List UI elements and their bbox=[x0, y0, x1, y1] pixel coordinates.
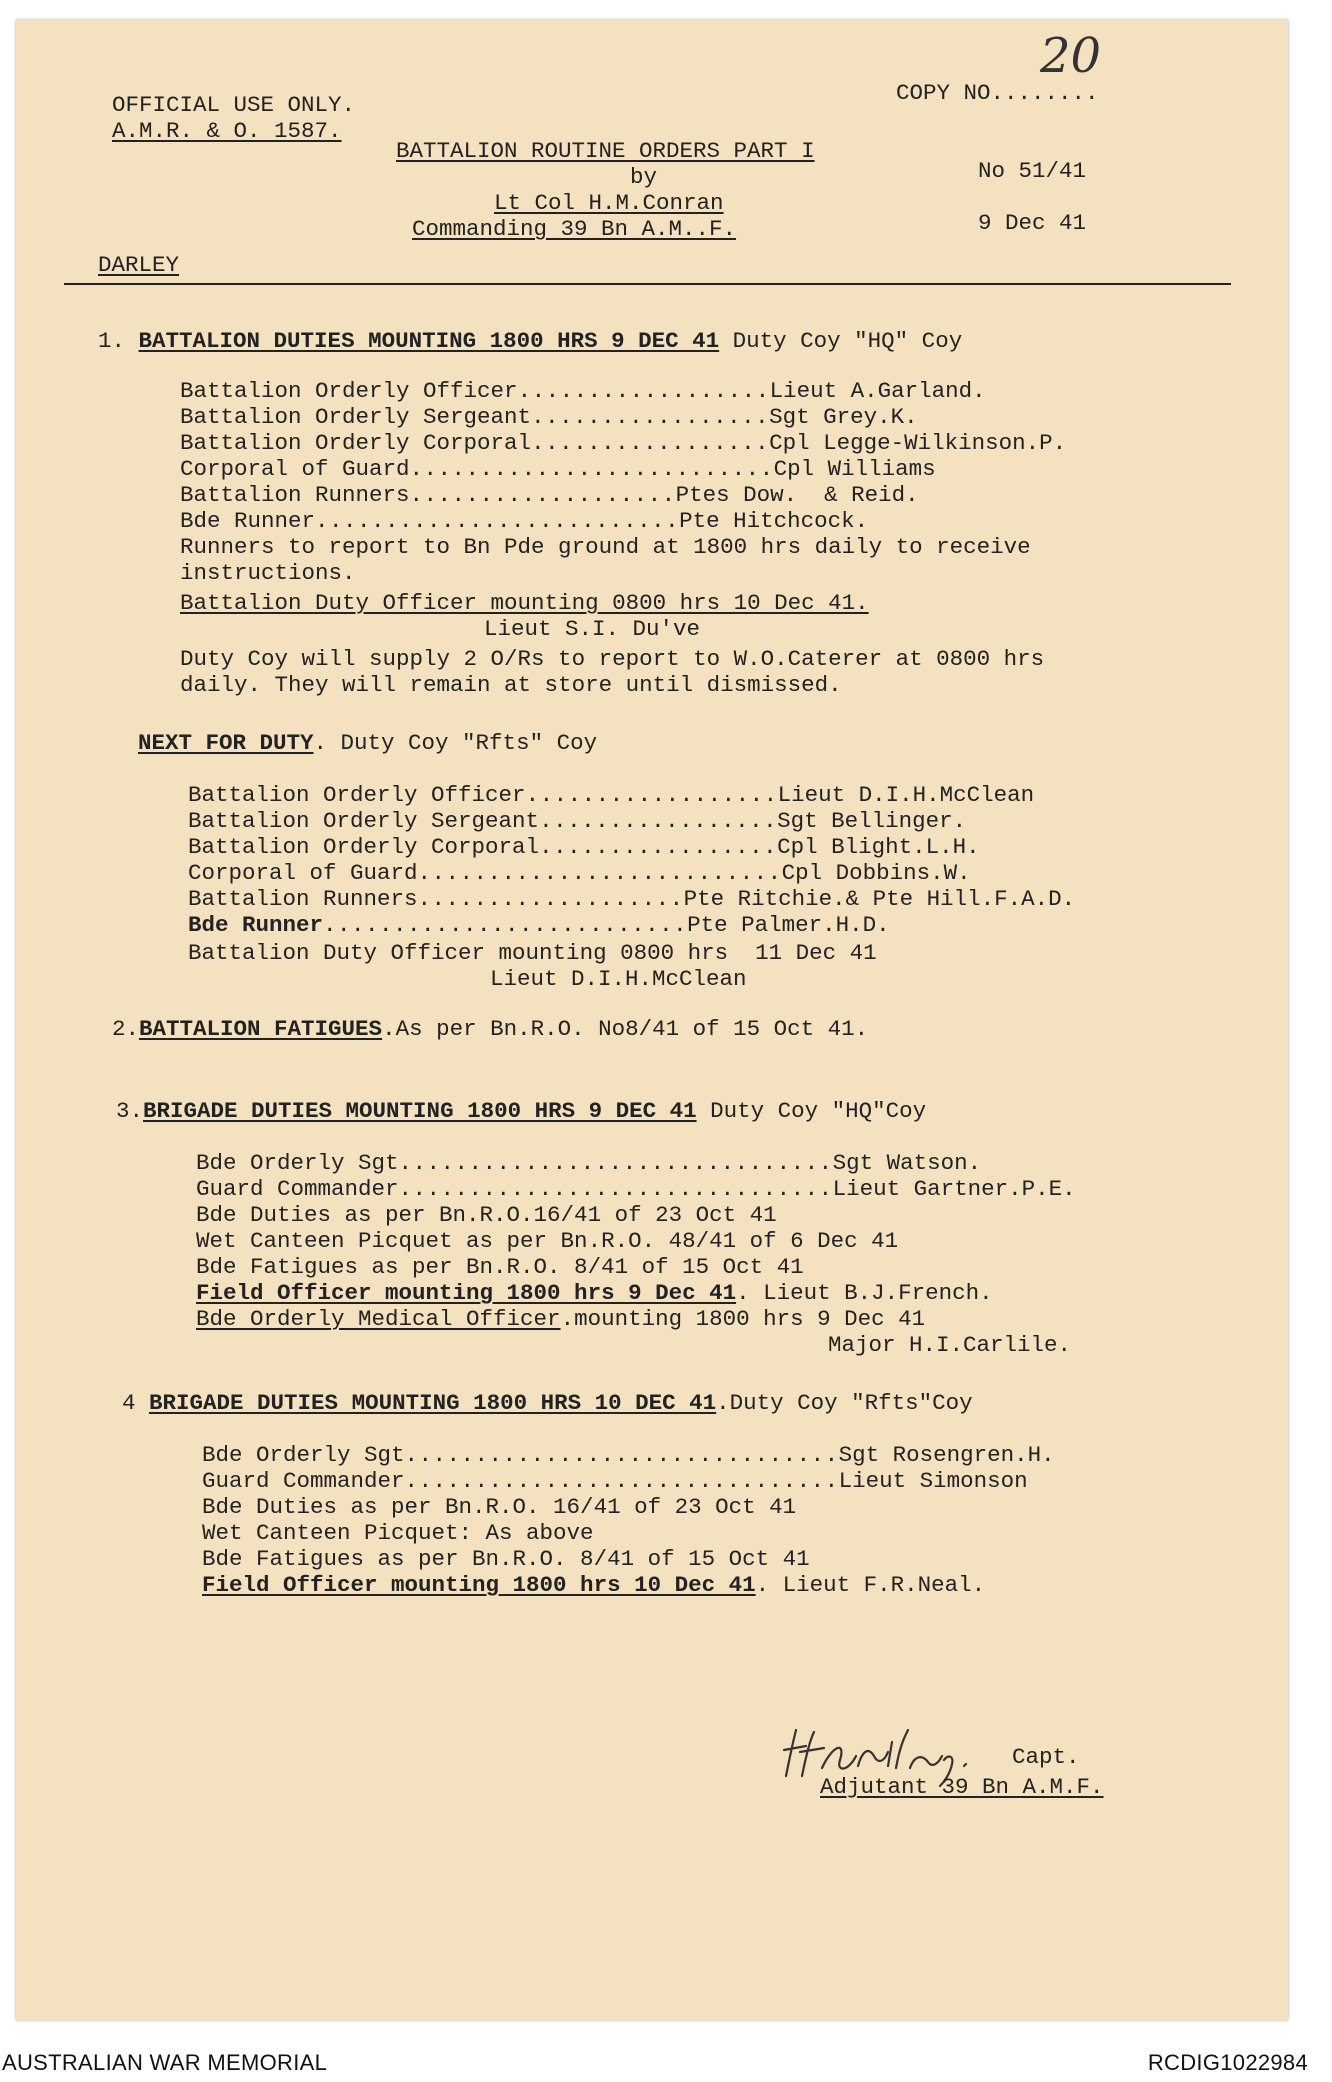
medical-officer: Bde Orderly Medical Officer.mounting 1800 hrs 9 Dec 41 bbox=[196, 1306, 926, 1332]
commanding-unit: Commanding 39 Bn A.M..F. bbox=[412, 216, 737, 242]
wet-canteen-picquet: Wet Canteen Picquet as per Bn.R.O. 48/41 of 6 Dec 41 bbox=[196, 1228, 899, 1254]
copy-number-label: COPY NO........ bbox=[896, 80, 1099, 106]
duty-line: Corporal of Guard..........................Cpl Dobbins.W. bbox=[188, 860, 971, 886]
next-for-duty-heading: NEXT FOR DUTY. Duty Coy "Rfts" Coy bbox=[138, 730, 598, 756]
location: DARLEY bbox=[98, 252, 180, 278]
battalion-duty-officer: Battalion Duty Officer mounting 0800 hrs 10 Dec 41. bbox=[180, 590, 869, 616]
section-1-heading: 1. BATTALION DUTIES MOUNTING 1800 HRS 9 DEC 41 Duty Coy "HQ" Coy bbox=[98, 328, 963, 354]
official-use-label: OFFICIAL USE ONLY. bbox=[112, 92, 356, 118]
bde-duties: Bde Duties as per Bn.R.O. 16/41 of 23 Oct 41 bbox=[202, 1494, 797, 1520]
duty-line: Bde Runner..........................Pte Hitchcock. bbox=[180, 508, 869, 534]
commander-name: Lt Col H.M.Conran bbox=[494, 190, 724, 216]
amr-reference: A.M.R. & O. 1587. bbox=[112, 118, 342, 144]
duty-line: Bde Orderly Sgt...............................Sgt Watson. bbox=[196, 1150, 982, 1176]
bde-fatigues: Bde Fatigues as per Bn.R.O. 8/41 of 15 Oct 41 bbox=[196, 1254, 804, 1280]
duty-line: Corporal of Guard..........................Cpl Williams bbox=[180, 456, 936, 482]
duty-line: Guard Commander...............................Lieut Gartner.P.E. bbox=[196, 1176, 1076, 1202]
runners-note: Runners to report to Bn Pde ground at 1800 hrs daily to receive bbox=[180, 534, 1031, 560]
duty-line: Battalion Orderly Sergeant.................Sgt Bellinger. bbox=[188, 808, 967, 834]
next-duty-officer-name: Lieut D.I.H.McClean bbox=[490, 966, 747, 992]
footer-reference-id: RCDIG1022984 bbox=[1147, 2050, 1308, 2075]
next-duty-officer: Battalion Duty Officer mounting 0800 hrs 11 Dec 41 bbox=[188, 940, 877, 966]
duty-line: Battalion Orderly Officer..................Lieut D.I.H.McClean bbox=[188, 782, 1035, 808]
medical-officer-name: Major H.I.Carlile. bbox=[828, 1332, 1072, 1358]
bde-duties: Bde Duties as per Bn.R.O.16/41 of 23 Oct 41 bbox=[196, 1202, 777, 1228]
duty-line: Battalion Orderly Corporal.................Cpl Legge-Wilkinson.P. bbox=[180, 430, 1067, 456]
order-number: No 51/41 bbox=[978, 158, 1087, 184]
duty-line: Battalion Orderly Sergeant.................Sgt Grey.K. bbox=[180, 404, 918, 430]
caterer-note: Duty Coy will supply 2 O/Rs to report to W.O.Caterer at 0800 hrs bbox=[180, 646, 1045, 672]
section-4-heading: 4 BRIGADE DUTIES MOUNTING 1800 HRS 10 DEC 41.Duty Coy "Rfts"Coy bbox=[122, 1390, 973, 1416]
duty-line: Battalion Runners...................Pte Ritchie.& Pte Hill.F.A.D. bbox=[188, 886, 1076, 912]
runners-note-cont: instructions. bbox=[180, 560, 356, 586]
duty-line: Bde Orderly Sgt...............................Sgt Rosengren.H. bbox=[202, 1442, 1055, 1468]
document-title: BATTALION ROUTINE ORDERS PART I bbox=[396, 138, 815, 164]
section-2: 2.BATTALION FATIGUES.As per Bn.R.O. No8/41 of 15 Oct 41. bbox=[112, 1016, 869, 1042]
section-3-heading: 3.BRIGADE DUTIES MOUNTING 1800 HRS 9 DEC 41 Duty Coy "HQ"Coy bbox=[116, 1098, 927, 1124]
order-date: 9 Dec 41 bbox=[978, 210, 1087, 236]
header-divider bbox=[64, 283, 1231, 285]
duty-line: Battalion Orderly Officer..................Lieut A.Garland. bbox=[180, 378, 986, 404]
wet-canteen-picquet: Wet Canteen Picquet: As above bbox=[202, 1520, 594, 1546]
title-by: by bbox=[630, 164, 658, 190]
field-officer: Field Officer mounting 1800 hrs 9 Dec 41. Lieut B.J.French. bbox=[196, 1280, 993, 1306]
caterer-note-cont: daily. They will remain at store until dismissed. bbox=[180, 672, 842, 698]
field-officer: Field Officer mounting 1800 hrs 10 Dec 41. Lieut F.R.Neal. bbox=[202, 1572, 986, 1598]
duty-line: Bde Runner..........................Pte Palmer.H.D. bbox=[188, 912, 890, 938]
duty-line: Battalion Runners...................Ptes Dow. & Reid. bbox=[180, 482, 919, 508]
duty-line: Guard Commander...............................Lieut Simonson bbox=[202, 1468, 1028, 1494]
signatory-rank: Capt. bbox=[1012, 1744, 1080, 1770]
copy-number-handwritten: 20 bbox=[1040, 28, 1102, 84]
battalion-duty-officer-name: Lieut S.I. Du've bbox=[484, 616, 701, 642]
bde-fatigues: Bde Fatigues as per Bn.R.O. 8/41 of 15 Oct 41 bbox=[202, 1546, 810, 1572]
footer-institution: AUSTRALIAN WAR MEMORIAL bbox=[2, 2050, 328, 2075]
duty-line: Battalion Orderly Corporal.................Cpl Blight.L.H. bbox=[188, 834, 980, 860]
signatory-title: Adjutant 39 Bn A.M.F. bbox=[820, 1774, 1104, 1800]
